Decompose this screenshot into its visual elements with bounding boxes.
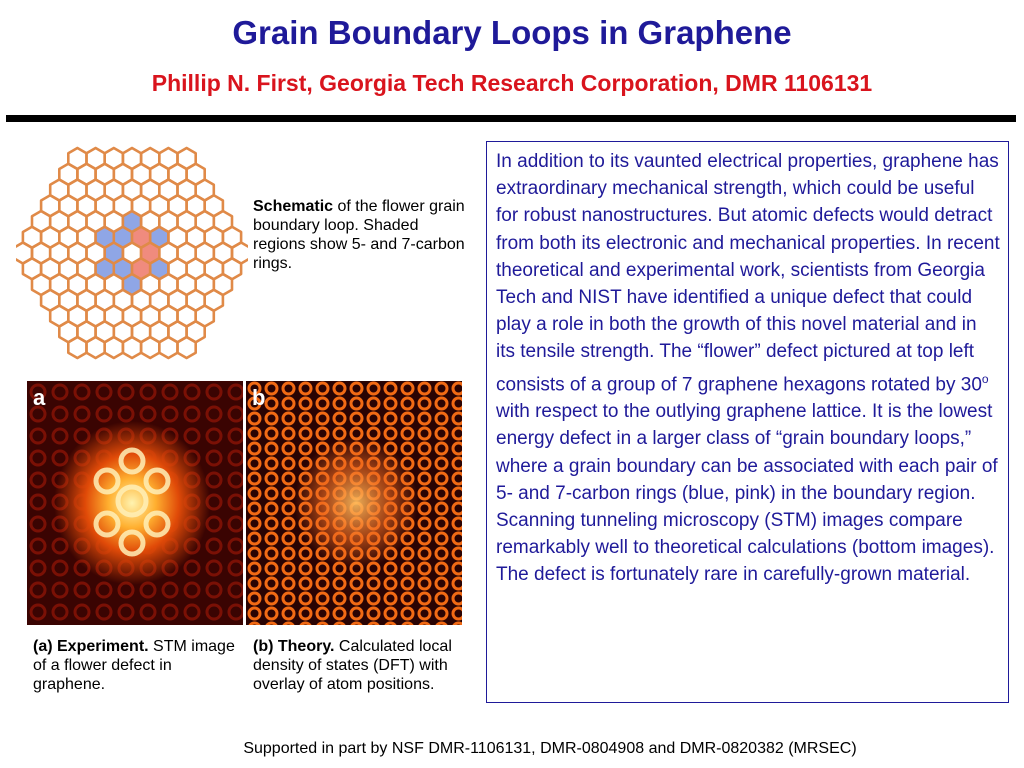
slide-title: Grain Boundary Loops in Graphene: [232, 14, 792, 51]
description-textbox: [486, 141, 1009, 703]
funding-footer: Supported in part by NSF DMR-1106131, DMR-0804908 and DMR-0820382 (MRSEC): [243, 740, 857, 757]
stm-experiment-image: [27, 381, 243, 625]
degree-superscript: o: [981, 371, 989, 386]
header-divider: [6, 115, 1016, 122]
experiment-caption: [33, 637, 238, 694]
theory-caption-bold: (b) Theory.: [253, 638, 335, 655]
flower-defect-schematic: [16, 127, 248, 379]
panel-a-label: a: [33, 385, 46, 410]
theory-caption: [253, 637, 468, 694]
description-text-part1: In addition to its vaunted electrical properties, graphene has extraordinary mechanical strength, which could be useful for robust nanostructures. But atomic defects would detract from both its electronic and mechanical properties. In recent theoretical and experimental work, scientists from Georgia Tech and NIST have identified a unique defect that could play a role in both the growth of this novel material and in its tensile strength. The “flower” defect pictured at top left consists of a group of 7 graphene hexagons rotated by 30: [496, 151, 1000, 395]
schematic-caption: [253, 197, 473, 273]
slide-subtitle: Phillip N. First, Georgia Tech Research Corporation, DMR 1106131: [151, 70, 873, 96]
carbon-ring: [232, 243, 248, 264]
theory-caption-text: Calculated local density of states (DFT) with overlay of atom positions.: [253, 638, 452, 693]
schematic-caption-bold: Schematic: [253, 198, 334, 215]
description-text-part2: with respect to the outlying graphene lattice. It is the lowest energy defect in a larger class of “grain boundary loops,” where a grain boundary can be associated with each pair of 5- and 7-carbon rings (blue, pink) in the boundary region. Scanning tunneling microscopy (STM) images compare remarkably well to theoretical calculations (bottom images). The defect is fortunately rare in carefully-grown material.: [496, 401, 998, 586]
experiment-caption-text: STM image of a flower defect in graphene.: [33, 638, 235, 693]
experiment-caption-bold: (a) Experiment.: [33, 638, 149, 655]
dft-theory-image: [246, 381, 462, 625]
panel-b-label: b: [252, 385, 266, 410]
schematic-caption-text: of the flower grain boundary loop. Shaded regions show 5- and 7-carbon rings.: [253, 198, 465, 272]
